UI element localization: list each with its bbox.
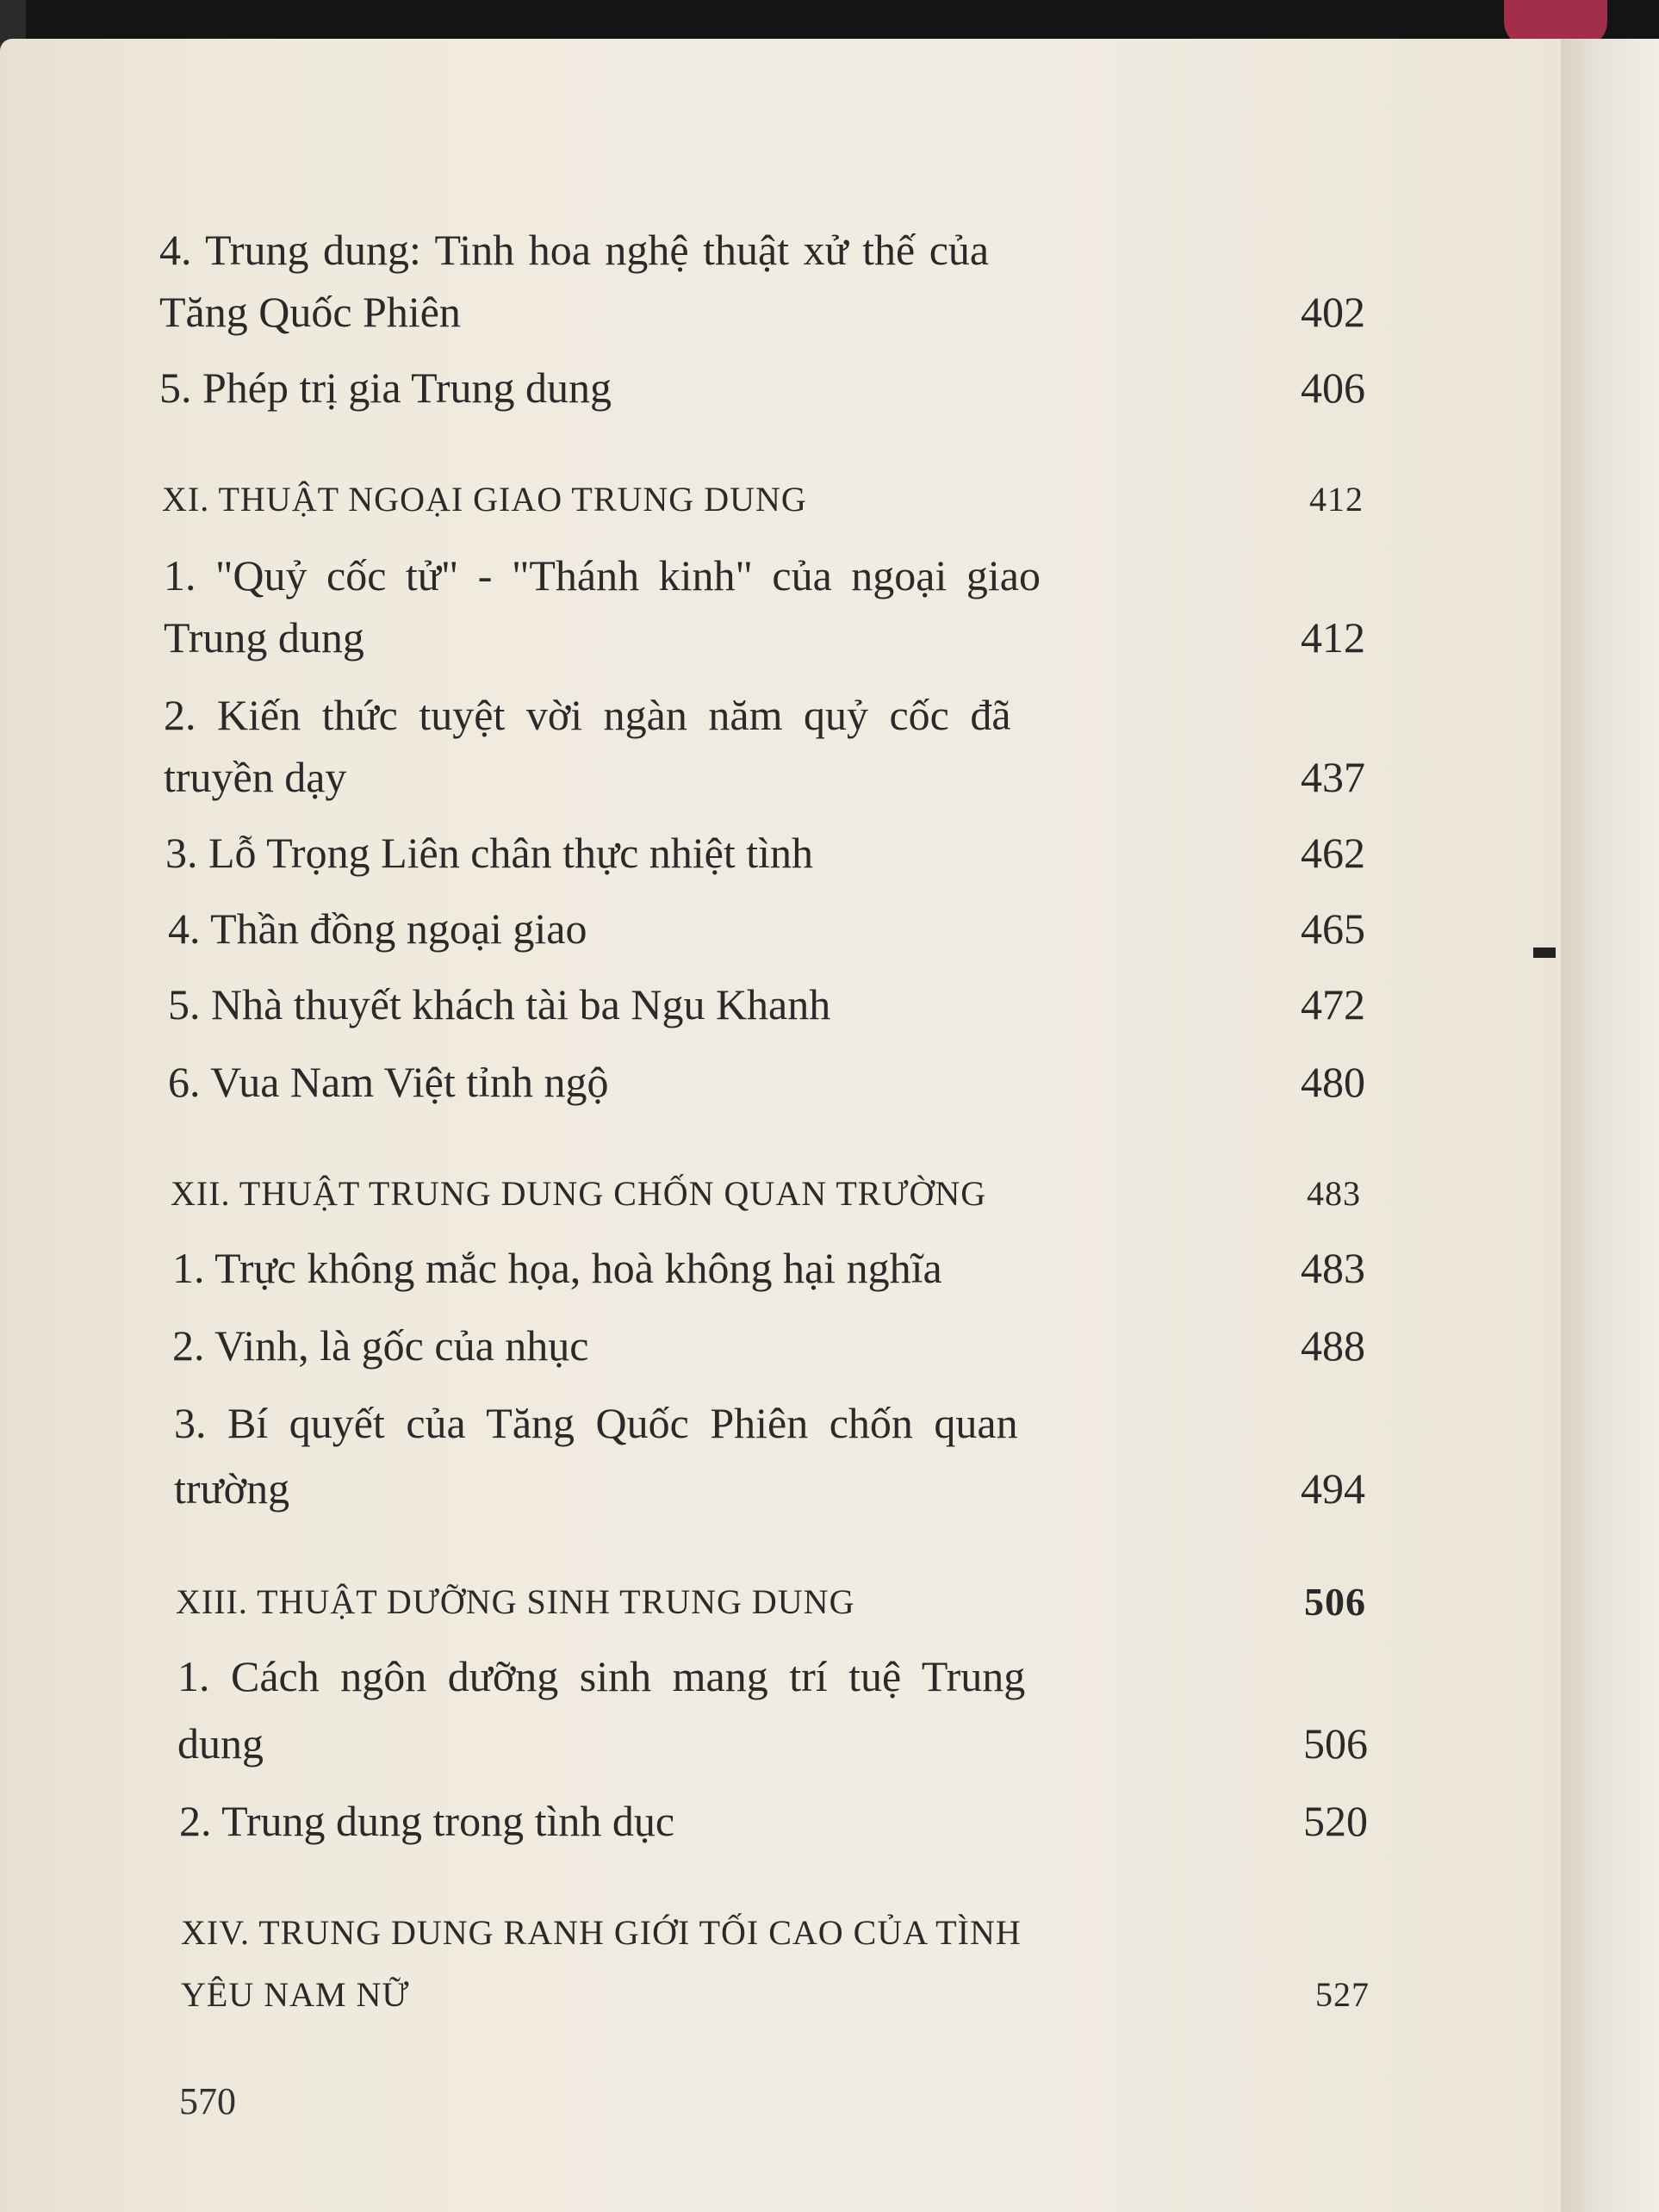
- toc-item-text: 4. Trung dung: Tinh hoa nghệ thuật xử thế của: [159, 226, 990, 274]
- toc-item-text: trường: [174, 1464, 290, 1513]
- toc-item-text: truyền dạy: [164, 753, 347, 801]
- toc-item-line: [164, 680, 1197, 749]
- toc-section-line: [181, 1898, 1210, 1967]
- toc-section-line: [171, 1159, 1361, 1228]
- toc-item-text: 4. Thần đồng ngoại giao: [168, 904, 587, 953]
- toc-page-number: 412: [1301, 613, 1365, 662]
- toc-item-text: 5. Phép trị gia Trung dung: [159, 363, 612, 412]
- toc-page-number: 506: [1304, 1580, 1366, 1624]
- toc-page-number: 483: [1307, 1174, 1361, 1213]
- toc-item-line: [168, 970, 1365, 1039]
- toc-item-line: [159, 215, 1197, 284]
- toc-item-text: 2. Kiến thức tuyệt vời ngàn năm quỷ cốc đã: [164, 691, 1011, 739]
- toc-item-line: [165, 818, 1365, 887]
- toc-item-line: [168, 894, 1365, 963]
- toc-item-text: 2. Vinh, là gốc của nhục: [172, 1321, 589, 1370]
- toc-section-line: [176, 1568, 1366, 1637]
- toc-item-line: [179, 1786, 1368, 1855]
- toc-item-text: 1. Cách ngôn dưỡng sinh mang trí tuệ Trung: [177, 1652, 1026, 1700]
- toc-item-line: [164, 541, 1197, 610]
- page-edge: [1561, 39, 1659, 2212]
- toc-page-number: 402: [1301, 288, 1365, 336]
- toc-page-number: 472: [1301, 980, 1365, 1028]
- toc-item-line: [164, 743, 1365, 811]
- toc-item-text: 6. Vua Nam Việt tỉnh ngộ: [168, 1058, 609, 1106]
- toc-section-line: [162, 465, 1364, 534]
- toc-page-number: 465: [1301, 904, 1365, 953]
- toc-item-text: Tăng Quốc Phiên: [159, 288, 461, 336]
- toc-item-line: [168, 1047, 1365, 1116]
- toc-page-number: 527: [1315, 1975, 1370, 2014]
- toc-item-line: [172, 1233, 1365, 1302]
- toc-section-title: XII. THUẬT TRUNG DUNG CHỐN QUAN TRƯỜNG: [171, 1174, 987, 1213]
- toc-page-number: 488: [1301, 1321, 1365, 1370]
- page-footer-number: 570: [179, 2080, 236, 2122]
- toc-item-text: dung: [177, 1719, 264, 1768]
- toc-item-text: 1. "Quỷ cốc tử" - "Thánh kinh" của ngoại giao: [164, 551, 1041, 600]
- toc-item-text: 3. Lỗ Trọng Liên chân thực nhiệt tình: [165, 829, 814, 877]
- toc-item-line: [159, 277, 1365, 346]
- toc-page-number: 437: [1301, 753, 1365, 801]
- toc-page-number: 480: [1301, 1058, 1365, 1106]
- toc-item-line: [159, 353, 1365, 422]
- toc-page-number: 520: [1303, 1797, 1368, 1845]
- toc-page-number: 506: [1303, 1719, 1368, 1768]
- toc-page-number: 406: [1301, 363, 1365, 412]
- toc-item-text: Trung dung: [164, 613, 364, 662]
- toc-item-line: [177, 1709, 1368, 1778]
- toc-item-text: 5. Nhà thuyết khách tài ba Ngu Khanh: [168, 980, 831, 1028]
- toc-section-line: [181, 1960, 1370, 2029]
- toc-page-number: 494: [1301, 1464, 1365, 1513]
- toc-section-title: XIV. TRUNG DUNG RANH GIỚI TỐI CAO CỦA TÌNH: [181, 1913, 1022, 1952]
- toc-item-text: 3. Bí quyết của Tăng Quốc Phiên chốn quan: [174, 1399, 1018, 1447]
- toc-item-text: 2. Trung dung trong tình dục: [179, 1797, 675, 1845]
- toc-page-number: 412: [1309, 480, 1364, 519]
- toc-item-line: [164, 603, 1365, 672]
- toc-page-number: 462: [1301, 829, 1365, 877]
- edge-mark: [1533, 948, 1556, 958]
- toc-section-title: XI. THUẬT NGOẠI GIAO TRUNG DUNG: [162, 480, 807, 519]
- toc-page-number: 483: [1301, 1244, 1365, 1292]
- toc-item-line: [174, 1454, 1365, 1523]
- toc-section-title: YÊU NAM NỮ: [181, 1975, 410, 2014]
- toc-section-title: XIII. THUẬT DƯỠNG SINH TRUNG DUNG: [176, 1582, 855, 1621]
- toc-item-line: [177, 1642, 1207, 1711]
- toc-item-line: [172, 1311, 1365, 1380]
- toc-item-text: 1. Trực không mắc họa, hoà không hại nghĩa: [172, 1244, 942, 1292]
- toc-item-line: [174, 1389, 1203, 1457]
